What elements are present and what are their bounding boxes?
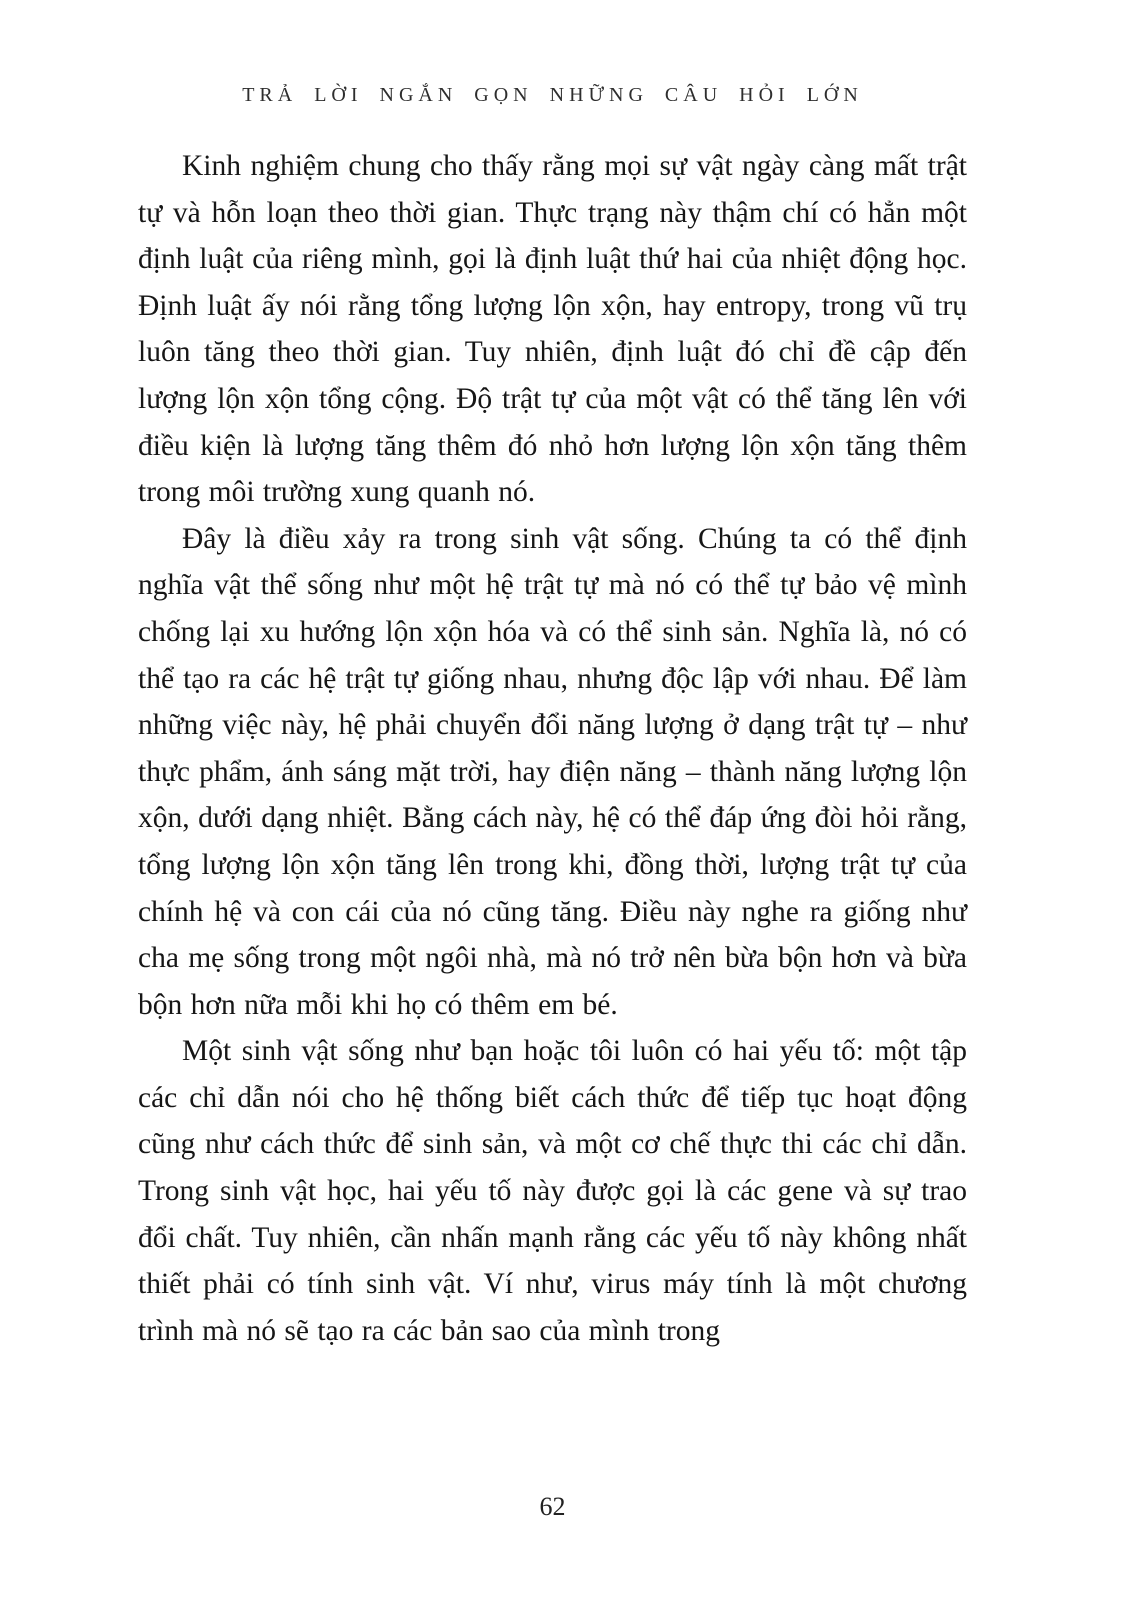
body-paragraph: Một sinh vật sống như bạn hoặc tôi luôn có hai yếu tố: một tập các chỉ dẫn nói cho hệ thống biết cách thức để tiếp tục hoạt động cũng như cách thức để sinh sản, và một cơ chế thực thi các chỉ dẫn. Trong sinh vật học, hai yếu tố này được gọi là các gene và sự trao đổi chất. Tuy nhiên, cần nhấn mạnh rằng các yếu tố này không nhất thiết phải có tính sinh vật. Ví như, virus máy tính là một chương trình mà nó sẽ tạo ra các bản sao của mình trong xyxy=(138,1035,967,1347)
page-body-text xyxy=(138,143,967,1354)
page-number: 62 xyxy=(539,1492,566,1521)
body-paragraph: Đây là điều xảy ra trong sinh vật sống. Chúng ta có thể định nghĩa vật thể sống như một hệ trật tự mà nó có thể tự bảo vệ mình chống lại xu hướng lộn xộn hóa và có thể sinh sản. Nghĩa là, nó có thể tạo ra các hệ trật tự giống nhau, nhưng độc lập với nhau. Để làm những việc này, hệ phải chuyển đổi năng lượng ở dạng trật tự – như thực phẩm, ánh sáng mặt trời, hay điện năng – thành năng lượng lộn xộn, dưới dạng nhiệt. Bằng cách này, hệ có thể đáp ứng đòi hỏi rằng, tổng lượng lộn xộn tăng lên trong khi, đồng thời, lượng trật tự của chính hệ và con cái của nó cũng tăng. Điều này nghe ra giống như cha mẹ sống trong một ngôi nhà, mà nó trở nên bừa bộn hơn và bừa bộn hơn nữa mỗi khi họ có thêm em bé. xyxy=(138,522,967,1021)
running-head-title: TRẢ LỜI NGẮN GỌN NHỮNG CÂU HỎI LỚN xyxy=(242,84,863,106)
body-paragraph: Kinh nghiệm chung cho thấy rằng mọi sự vật ngày càng mất trật tự và hỗn loạn theo thời gian. Thực trạng này thậm chí có hẳn một định luật của riêng mình, gọi là định luật thứ hai của nhiệt động học. Định luật ấy nói rằng tổng lượng lộn xộn, hay entropy, trong vũ trụ luôn tăng theo thời gian. Tuy nhiên, định luật đó chỉ đề cập đến lượng lộn xộn tổng cộng. Độ trật tự của một vật có thể tăng lên với điều kiện là lượng tăng thêm đó nhỏ hơn lượng lộn xộn tăng thêm trong môi trường xung quanh nó. xyxy=(138,150,967,509)
